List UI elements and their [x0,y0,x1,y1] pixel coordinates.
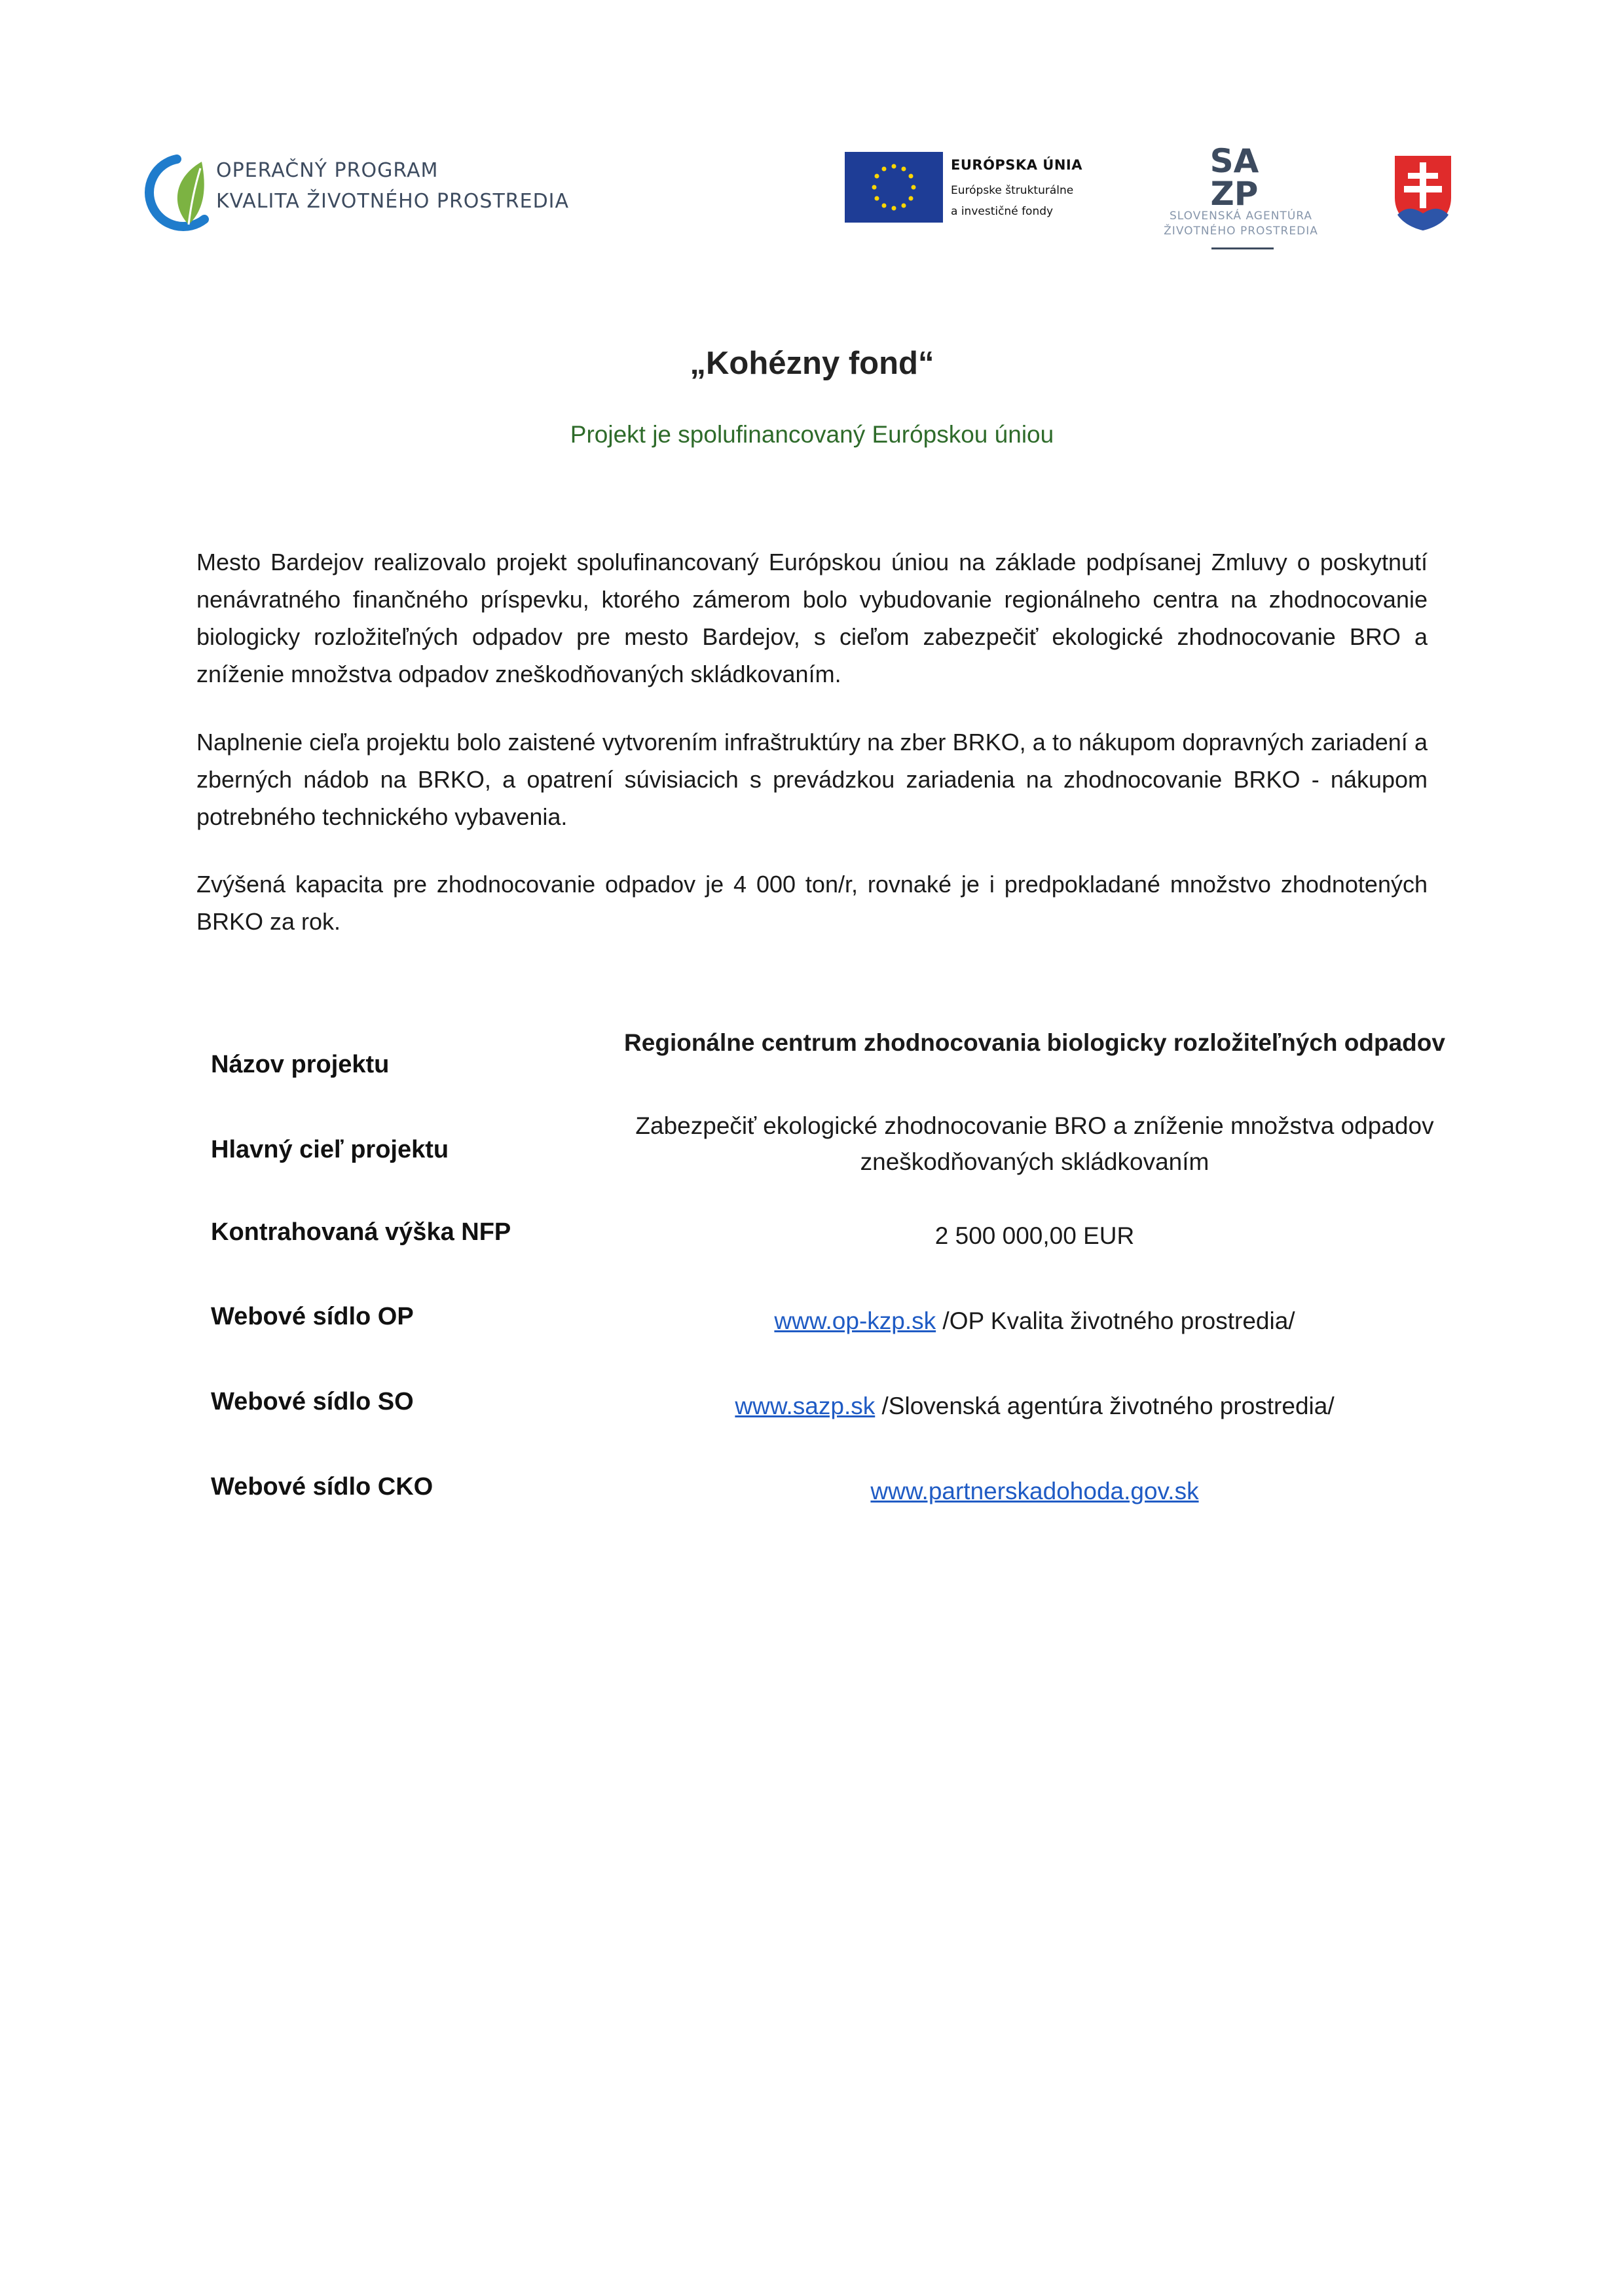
website-op-value [609,1303,1460,1339]
website-so-note: /Slovenská agentúra životného prostredia/ [875,1393,1335,1419]
sazp-logo-line2: ŽIVOTNÉHO PROSTREDIA [1164,225,1318,238]
website-cko-link[interactable]: www.partnerskadohoda.gov.sk [870,1478,1199,1504]
op-logo-line1: OPERAČNÝ PROGRAM [216,159,439,182]
nfp-amount-label: Kontrahovaná výška NFP [211,1218,511,1246]
document-subtitle: Projekt je spolufinancovaný Európskou úniou [570,421,1054,448]
website-so-value [609,1388,1460,1424]
sazp-logo-line1: SLOVENSKÁ AGENTÚRA [1169,210,1313,223]
website-so-link[interactable]: www.sazp.sk [735,1393,876,1419]
eu-logo-title: EURÓPSKA ÚNIA [951,157,1082,173]
paragraph-project-description: Mesto Bardejov realizovalo projekt spolufinancovaný Európskou úniou na základe podpísanej Zmluvy o poskytnutí nenávratného finančného príspevku, ktorého zámerom bolo vybudovanie regionálneho centra na zhodnocovanie biologicky rozložiteľných odpadov pre mesto Bardejov, s cieľom zabezpečiť ekologické zhodnocovanie BRO a zníženie množstva odpadov zneškodňovaných skládkovaním. [196,549,1428,687]
main-goal-label: Hlavný cieľ projektu [211,1136,449,1163]
eu-flag-icon [845,152,943,223]
sazp-logo-icon [1202,141,1267,210]
project-name-value: Regionálne centrum zhodnocovania biologicky rozložiteľných odpadov [624,1029,1445,1056]
project-name-label: Názov projektu [211,1051,390,1078]
svg-text:ZP: ZP [1210,175,1259,210]
sazp-logo-underline [1211,247,1274,249]
nfp-amount-value: 2 500 000,00 EUR [934,1222,1135,1249]
paragraph-capacity: Zvýšená kapacita pre zhodnocovanie odpadov je 4 000 ton/r, rovnaké je i predpokladané množstvo zhodnotených BRKO za rok. [196,871,1428,935]
main-goal-value: Zabezpečiť ekologické zhodnocovanie BRO a zníženie množstva odpadov zneškodňovaných skládkovaním [635,1112,1434,1175]
eu-logo-line3: a investičné fondy [951,205,1054,218]
website-cko-value [609,1473,1460,1509]
svg-text:SA: SA [1209,142,1259,180]
paragraph-project-goal: Naplnenie cieľa projektu bolo zaistené vytvorením infraštruktúry na zber BRKO, a to nákupom dopravných zariadení a zberných nádob na BRKO, a opatrení súvisiacich s prevádzkou zariadenia na zhodnocovanie BRKO - nákupom potrebného technického vybavenia. [196,729,1428,830]
slovak-coat-of-arms-icon [1391,152,1455,234]
website-op-link[interactable]: www.op-kzp.sk [774,1307,936,1334]
document-title: „Kohézny fond“ [690,346,934,381]
website-so-label: Webové sídlo SO [211,1388,414,1415]
op-logo-line2: KVALITA ŽIVOTNÉHO PROSTREDIA [216,190,570,213]
eu-logo-line2: Európske štrukturálne [951,184,1074,197]
website-op-label: Webové sídlo OP [211,1303,414,1330]
website-cko-label: Webové sídlo CKO [211,1473,434,1501]
website-op-note: /OP Kvalita životného prostredia/ [936,1307,1295,1334]
